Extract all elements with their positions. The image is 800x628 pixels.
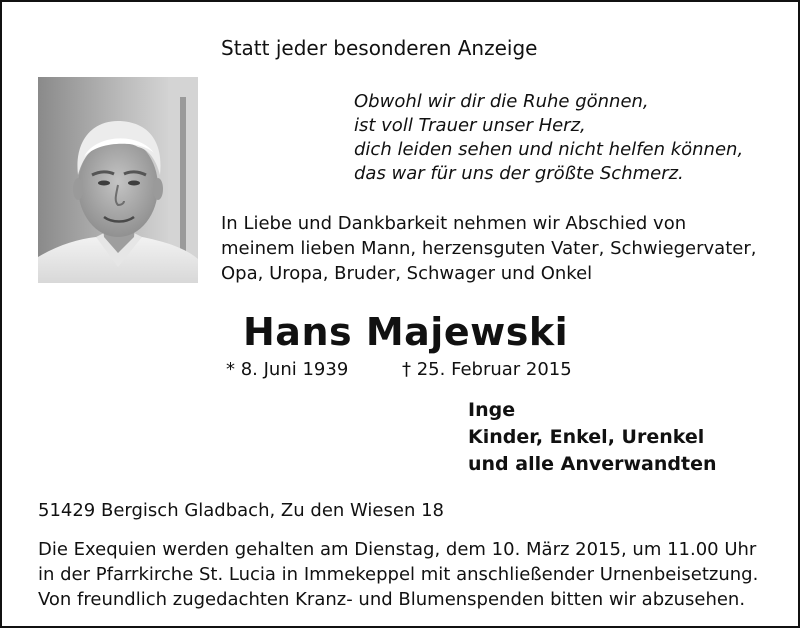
footer-line: in der Pfarrkirche St. Lucia in Immekeppel mit anschließender Urnenbeisetzung. (38, 564, 759, 585)
poem-line: ist voll Trauer unser Herz, (354, 115, 586, 136)
intro-line: In Liebe und Dankbarkeit nehmen wir Abschied von (221, 213, 687, 234)
poem-line: Obwohl wir dir die Ruhe gönnen, (354, 91, 649, 112)
mourners-list (468, 397, 716, 478)
intro-line: meinem lieben Mann, herzensguten Vater, Schwiegervater, (221, 238, 757, 259)
mourner-line: Inge (468, 399, 516, 421)
portrait-photo (38, 77, 198, 283)
intro-line: Opa, Uropa, Bruder, Schwager und Onkel (221, 263, 593, 284)
birth-date: * 8. Juni 1939 (226, 359, 349, 380)
funeral-details (38, 537, 758, 612)
farewell-intro (221, 211, 756, 286)
mourner-line: und alle Anverwandten (468, 453, 717, 475)
footer-line: Von freundlich zugedachten Kranz- und Blumenspenden bitten wir abzusehen. (38, 589, 746, 610)
poem-verse (354, 90, 743, 186)
death-date: † 25. Februar 2015 (402, 359, 572, 380)
family-address: 51429 Bergisch Gladbach, Zu den Wiesen 18 (38, 500, 444, 521)
deceased-name: Hans Majewski (243, 310, 569, 354)
header-title: Statt jeder besonderen Anzeige (221, 36, 538, 60)
mourner-line: Kinder, Enkel, Urenkel (468, 426, 705, 448)
poem-line: das war für uns der größte Schmerz. (354, 163, 684, 184)
footer-line: Die Exequien werden gehalten am Dienstag, dem 10. März 2015, um 11.00 Uhr (38, 539, 757, 560)
poem-line: dich leiden sehen und nicht helfen können, (354, 139, 744, 160)
